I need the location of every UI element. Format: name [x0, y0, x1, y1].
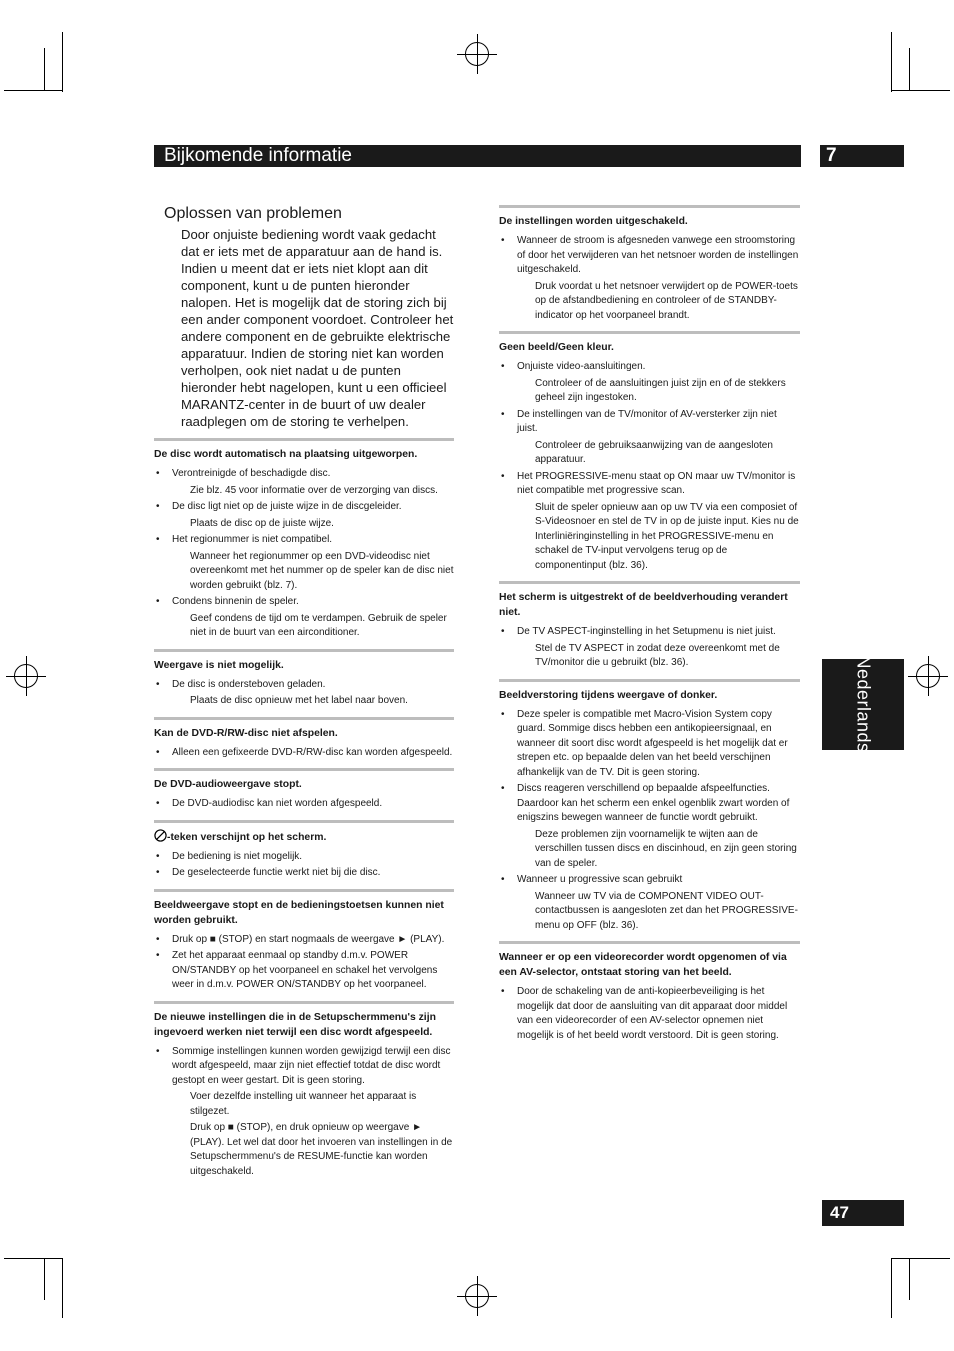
registration-mark-bottom [457, 1276, 497, 1316]
language-tab [822, 655, 904, 753]
trouble-title [154, 1010, 454, 1040]
cause-item: • Condens binnenin de speler. [154, 595, 454, 610]
remedy-item: Plaats de disc op de juiste wijze. [190, 517, 334, 529]
cause-item: • Verontreinigde of beschadigde disc. [154, 467, 454, 482]
trouble-title [499, 214, 800, 229]
trouble-block [154, 438, 454, 649]
crop-mark [909, 1258, 910, 1300]
remedy-item: Controleer of de aansluitingen juist zijn en of de stekkers geheel zijn ingestoken. [535, 377, 786, 403]
crop-mark [892, 90, 950, 91]
cause-item: • Deze speler is compatible met Macro-Vision System copy guard. Sommige discs hebben een antikopieersignaal, en wanneer dit soort disc wordt afgespeeld is het mogelijk dat er strepen etc. op bepaalde delen van het beeld verschijnen afhankelijk van de TV. Dit is geen storing. [499, 708, 800, 781]
trouble-title [154, 447, 454, 462]
trouble-title [154, 898, 454, 928]
cause-item: • Wanneer u progressive scan gebruikt [499, 873, 800, 888]
trouble-block [499, 205, 800, 331]
registration-mark-left [6, 656, 46, 696]
remedy-item: Controleer de gebruiksaanwijzing van de aangesloten apparatuur. [535, 439, 773, 465]
crop-mark [892, 1258, 950, 1259]
trouble-block [154, 889, 454, 1001]
cause-item: • Door de schakeling van de anti-kopieerbeveiliging is het mogelijk dat door de aansluiting van dit apparaat door middel van een videorecorder of een AV-selector opnemen niet mogelijk is of het beeld wordt verstoord. Dit is geen storing. [499, 985, 800, 1043]
trouble-block [154, 820, 454, 889]
cause-item: • Het PROGRESSIVE-menu staat op ON maar uw TV/monitor is niet compatible met progressive scan. [499, 470, 800, 499]
crop-mark [4, 1258, 62, 1259]
cause-item: • De disc ligt niet op de juiste wijze in de discgeleider. [154, 500, 454, 515]
prohibited-icon [154, 829, 167, 842]
registration-mark-top [457, 34, 497, 74]
crop-mark [891, 1258, 892, 1318]
right-trouble-list [499, 205, 800, 1051]
language-tab-label: Nederlands [853, 655, 874, 753]
trouble-title-text: De nieuwe instellingen die in de Setupschermmenu's zijn ingevoerd werken niet terwijl een disc wordt afgespeeld. [154, 1011, 436, 1038]
trouble-title-text: Weergave is niet mogelijk. [154, 659, 284, 671]
cause-item: • De bediening is niet mogelijk. [154, 850, 454, 865]
trouble-block [154, 717, 454, 769]
trouble-title-text: Beeldweergave stopt en de bedieningstoetsen kunnen niet worden gebruikt. [154, 899, 444, 926]
page-number: 47 [822, 1200, 904, 1226]
trouble-title-text: Beeldverstoring tijdens weergave of donker. [499, 689, 718, 701]
cause-item: • Onjuiste video-aansluitingen. [499, 360, 800, 375]
crop-mark [891, 32, 892, 92]
chapter-number: 7 [820, 145, 904, 167]
remedy-item: Druk op ■ (STOP), en druk opnieuw op weergave ► (PLAY). Let wel dat door het invoeren van instellingen in de Setupschermmenu's de RESUME-functie kan worden uitgeschakeld. [190, 1122, 453, 1177]
registration-mark-right [908, 656, 948, 696]
cause-item: • Druk op ■ (STOP) en start nogmaals de weergave ► (PLAY). [154, 933, 454, 948]
trouble-title-text: De instellingen worden uitgeschakeld. [499, 216, 688, 227]
section-intro: Door onjuiste bediening wordt vaak gedacht dat er iets met de apparatuur aan de hand is. Indien u meent dat er iets niet klopt aan dit component, kunt u de punten hieronder nalopen. Het is mogelijk dat de storing zich bij een ander component voordoet. Controleer het andere component en de gebruikte elektrische apparatuur. Indien de storing niet kan worden verholpen, ook niet nadat u de punten hieronder hebt nagelopen, kunt u een officieel MARANTZ-center in de buurt of uw dealer raadplegen om de storing te verhelpen. [181, 227, 454, 429]
remedy-item: Druk voordat u het netsnoer verwijdert op de POWER-toets op de afstandbediening en controleer of de STANDBY-indicator op het voorpaneel brandt. [535, 280, 798, 321]
remedy-item: Geef condens de tijd om te verdampen. Gebruik de speler niet in de buurt van een airconditioner. [190, 612, 447, 638]
crop-mark [909, 48, 910, 90]
trouble-block [154, 649, 454, 717]
left-trouble-list [154, 438, 454, 1187]
right-column [499, 205, 800, 1051]
remedy-item: Plaats de disc opnieuw met het label naar boven. [190, 695, 408, 706]
trouble-title [154, 829, 454, 845]
crop-mark [44, 48, 45, 90]
cause-item: • De geselecteerde functie werkt niet bij die disc. [154, 866, 454, 881]
trouble-title [154, 726, 454, 741]
cause-item: • Discs reageren verschillend op bepaalde afspeelfuncties. Daardoor kan het scherm een enkel ogenblik zwart worden of enigszins bewegen wanneer de functie wordt gebruikt. [499, 782, 800, 826]
trouble-title-text: Geen beeld/Geen kleur. [499, 342, 614, 353]
trouble-title-text: Het scherm is uitgestrekt of de beeldverhouding verandert niet. [499, 592, 788, 618]
cause-item: • De TV ASPECT-inginstelling in het Setupmenu is niet juist. [499, 625, 800, 640]
trouble-title [154, 658, 454, 673]
cause-item: • De instellingen van de TV/monitor of AV-versterker zijn niet juist. [499, 408, 800, 437]
remedy-item: Wanneer uw TV via de COMPONENT VIDEO OUT-contactbussen is aangesloten zet dan het PROGRESSIVE-menu op OFF (blz. 36). [535, 890, 798, 931]
crop-mark [62, 32, 63, 92]
section-title: Oplossen van problemen [164, 205, 342, 222]
trouble-title [499, 688, 800, 703]
remedy-item: Wanneer het regionummer op een DVD-videodisc niet overeenkomt met het nummer op de speler kan de disc niet worden gebruikt (blz. 7). [190, 550, 454, 591]
cause-item: • Het regionummer is niet compatibel. [154, 533, 454, 548]
crop-mark [62, 1258, 63, 1318]
trouble-title [154, 777, 454, 792]
trouble-title [499, 340, 800, 355]
trouble-block [499, 331, 800, 581]
trouble-title [499, 590, 800, 620]
trouble-title-text: Kan de DVD-R/RW-disc niet afspelen. [154, 727, 338, 739]
remedy-item: Stel de TV ASPECT in zodat deze overeenkomt met de TV/monitor die u gebruikt (blz. 36). [535, 642, 780, 668]
remedy-item: Sluit de speler opnieuw aan op uw TV via een composiet of S-Videosnoer en stel de TV in op de juiste input. Kies nu de Interliniëringinstelling in het PROGRESSIVE-menu en schakel de TV-input vervolgens terug op de componentinput (blz. 36). [535, 501, 799, 571]
trouble-block [154, 768, 454, 820]
left-column [154, 205, 454, 1187]
cause-item: • De disc is ondersteboven geladen. [154, 678, 454, 693]
trouble-title-text: Wanneer er op een videorecorder wordt opgenomen of via een AV-selector, ontstaat storing van het beeld. [499, 952, 787, 978]
trouble-block [499, 679, 800, 942]
crop-mark [4, 90, 62, 91]
cause-item: • Alleen een gefixeerde DVD-R/RW-disc kan worden afgespeeld. [154, 746, 454, 761]
trouble-block [499, 581, 800, 679]
trouble-block [154, 1001, 454, 1188]
cause-item: • Zet het apparaat eenmaal op standby d.m.v. POWER ON/STANDBY op het voorpaneel en schakel het vervolgens weer in d.m.v. POWER ON/STANDBY op het voorpaneel. [154, 949, 454, 993]
trouble-title [499, 950, 800, 980]
remedy-item: Voer dezelfde instelling uit wanneer het apparaat is stilgezet. [190, 1091, 417, 1117]
cause-item: • Wanneer de stroom is afgesneden vanwege een stroomstoring of door het verwijderen van het netsnoer worden de instellingen uitgeschakeld. [499, 234, 800, 278]
crop-mark [44, 1258, 45, 1300]
trouble-block [499, 941, 800, 1051]
remedy-item: Zie blz. 45 voor informatie over de verzorging van discs. [190, 484, 438, 496]
trouble-title-text: -teken verschijnt op het scherm. [167, 831, 327, 843]
trouble-title-text: De DVD-audioweergave stopt. [154, 779, 302, 790]
cause-item: • Sommige instellingen kunnen worden gewijzigd terwijl een disc wordt afgespeeld, maar zijn niet effectief totdat de disc wordt gestopt en weer gestart. Dit is geen storing. [154, 1045, 454, 1089]
remedy-item: Deze problemen zijn voornamelijk te wijten aan de verschillen tussen discs en discinhoud, en zijn geen storing van de speler. [535, 828, 797, 869]
cause-item: • De DVD-audiodisc kan niet worden afgespeeld. [154, 797, 454, 812]
trouble-title-text: De disc wordt automatisch na plaatsing uitgeworpen. [154, 449, 418, 460]
header-title: Bijkomende informatie [154, 145, 801, 167]
